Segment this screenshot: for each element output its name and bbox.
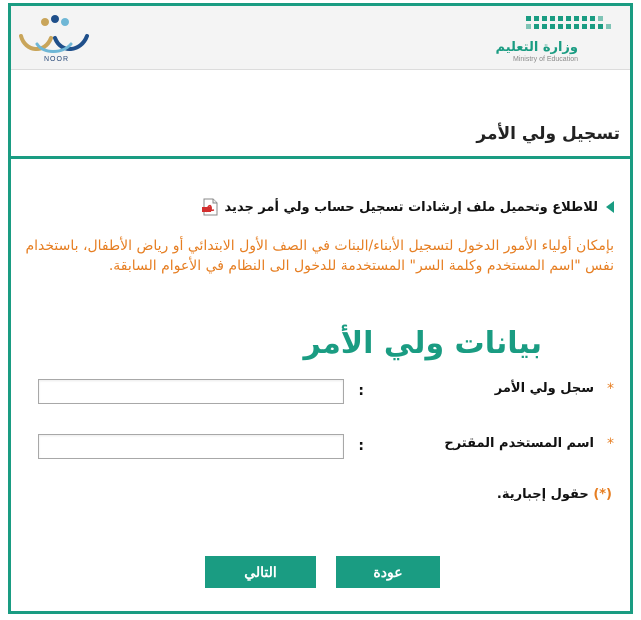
suggested-username-label: اسم المستخدم المقترح xyxy=(444,436,594,451)
required-star: * xyxy=(607,436,614,452)
header-bar xyxy=(11,6,630,70)
arrow-left-icon xyxy=(606,201,614,213)
ministry-name-en: Ministry of Education xyxy=(513,56,578,63)
guide-link-row[interactable] xyxy=(201,198,614,216)
back-button[interactable]: عودة xyxy=(336,556,440,588)
field-suggested-username xyxy=(24,434,614,460)
page-title: تسجيل ولي الأمر xyxy=(476,124,620,144)
ministry-dots-icon xyxy=(524,14,614,36)
field-guardian-record xyxy=(24,379,614,405)
mandatory-fields-note xyxy=(497,487,612,502)
mandatory-note-text: حقول إجبارية. xyxy=(496,487,594,502)
guardian-record-label: سجل ولي الأمر xyxy=(494,381,594,396)
pdf-icon[interactable] xyxy=(201,198,219,216)
guardian-record-input[interactable] xyxy=(38,379,344,404)
noor-logo-text: NOOR xyxy=(44,56,69,63)
next-button[interactable]: التالي xyxy=(205,556,316,588)
notice-text: بإمكان أولياء الأمور الدخول لتسجيل الأبناء/البنات في الصف الأول الابتدائي أو رياض الأطفال، باستخدام نفس "اسم المستخدم وكلمة السر" المستخدمة للدخول الى النظام في الأعوام السابقة. xyxy=(25,238,614,274)
noor-logo[interactable] xyxy=(15,10,97,66)
ministry-logo[interactable] xyxy=(495,12,614,66)
mandatory-note-star: (*) xyxy=(593,487,612,502)
page-frame xyxy=(8,3,633,614)
ministry-name-ar: وزارة التعليم xyxy=(495,40,578,55)
section-heading: بيانات ولي الأمر xyxy=(303,326,542,361)
guide-link-text[interactable]: للاطلاع وتحميل ملف إرشادات تسجيل حساب ولي أمر جديد xyxy=(224,199,598,215)
title-divider xyxy=(11,156,630,159)
suggested-username-input[interactable] xyxy=(38,434,344,459)
field-colon: : xyxy=(358,438,364,454)
field-colon: : xyxy=(358,383,364,399)
required-star: * xyxy=(607,381,614,397)
